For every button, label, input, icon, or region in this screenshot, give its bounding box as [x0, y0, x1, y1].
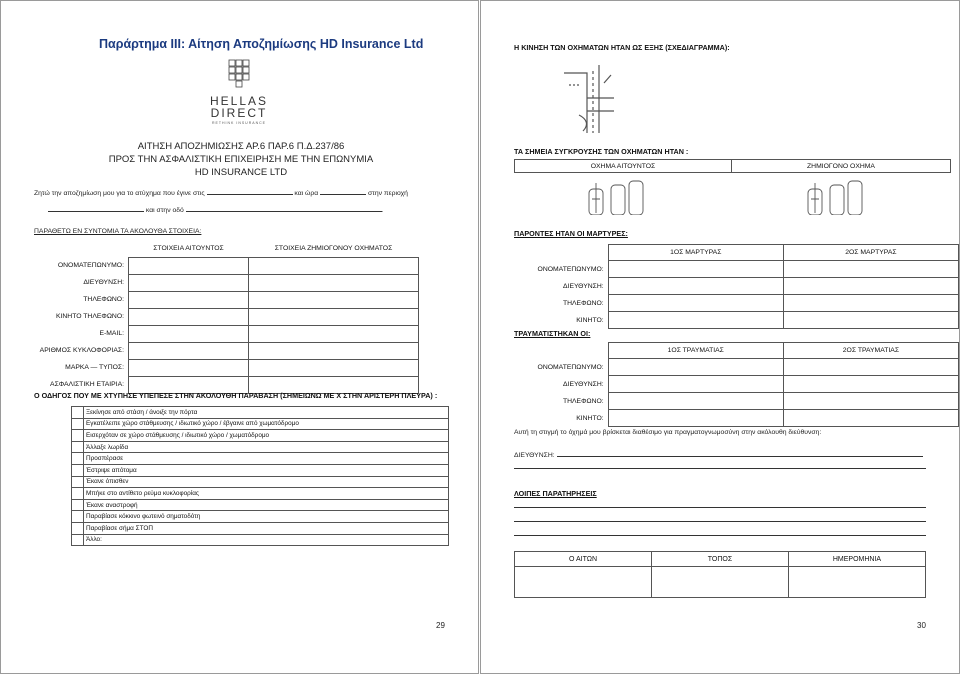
violation-checkbox[interactable]: [72, 430, 84, 442]
request-text-2: και ώρα: [294, 190, 319, 197]
car-outline-icon: [806, 179, 866, 215]
vehicle-header-table: [514, 159, 951, 173]
witness-cell[interactable]: [783, 295, 958, 312]
violation-row: [72, 511, 449, 523]
driver-violation-title: Ο ΟΔΗΓΟΣ ΠΟΥ ΜΕ ΧΤΥΠΗΣΕ ΥΠΕΠΕΣΕ ΣΤΗΝ ΑΚΟΛΟΥΘΗ ΠΑΡΑΒΑΣΗ (ΣΗΜΕΙΩΝΩ ΜΕ Χ ΣΤΗΝ ΑΡΙΣΤΕΡΗ ΠΛΕΥΡΑ) :: [34, 391, 438, 400]
remarks-line[interactable]: [514, 535, 926, 536]
injured-cell[interactable]: [608, 376, 783, 393]
injured-cell[interactable]: [783, 359, 958, 376]
row-label: ΤΗΛΕΦΩΝΟ:: [562, 299, 604, 307]
violation-checkbox[interactable]: [72, 511, 84, 523]
table-row: [34, 325, 419, 342]
violation-label: Παραβίασε κόκκινο φωτεινό σηματοδότη: [84, 511, 449, 523]
address-field[interactable]: [557, 448, 923, 457]
signature-date-label: ΗΜΕΡΟΜΗΝΙΑ: [789, 552, 926, 567]
injured-2-header: 2ΟΣ ΤΡΑΥΜΑΤΙΑΣ: [783, 343, 958, 359]
violation-checkbox[interactable]: [72, 476, 84, 488]
header-line-2: ΠΡΟΣ ΤΗΝ ΑΣΦΑΛΙΣΤΙΚΗ ΕΠΙΧΕΙΡΗΣΗ ΜΕ ΤΗΝ ΕΠΩΝΥΜΙΑ: [108, 154, 374, 165]
request-line-1: [34, 186, 408, 197]
table-row: [514, 359, 959, 376]
injured-cell[interactable]: [608, 359, 783, 376]
table-row: [34, 291, 419, 308]
section-title: ΠΑΡΑΘΕΤΩ ΕΝ ΣΥΝΤΟΜΙΑ ΤΑ ΑΚΟΛΟΥΘΑ ΣΤΟΙΧΕΙΑ:: [34, 228, 202, 235]
offender-cell[interactable]: [249, 274, 419, 291]
applicant-cell[interactable]: [129, 359, 249, 376]
table-row: [514, 393, 959, 410]
page-number: 30: [917, 621, 926, 630]
applicant-cell[interactable]: [129, 325, 249, 342]
page-number: 29: [436, 621, 445, 630]
offender-cell[interactable]: [249, 291, 419, 308]
witness-cell[interactable]: [783, 278, 958, 295]
signature-applicant-cell[interactable]: [515, 567, 652, 598]
table-row: [34, 274, 419, 291]
applicant-cell[interactable]: [129, 291, 249, 308]
signature-date-cell[interactable]: [789, 567, 926, 598]
row-label: ΔΙΕΥΘΥΝΣΗ:: [563, 282, 604, 290]
injured-cell[interactable]: [608, 410, 783, 427]
witness-2-header: 2ΟΣ ΜΑΡΤΥΡΑΣ: [783, 245, 958, 261]
injured-1-header: 1ΟΣ ΤΡΑΥΜΑΤΙΑΣ: [608, 343, 783, 359]
header-line-1: ΑΙΤΗΣΗ ΑΠΟΖΗΜΙΩΣΗΣ ΑΡ.6 ΠΑΡ.6 Π.Δ.237/86: [137, 141, 345, 152]
row-label: ΤΗΛΕΦΩΝΟ:: [562, 397, 604, 405]
movement-title: Η ΚΙΝΗΣΗ ΤΩΝ ΟΧΗΜΑΤΩΝ ΗΤΑΝ ΩΣ ΕΞΗΣ (ΣΧΕΔΙΑΓΡΑΜΜΑ):: [514, 43, 730, 52]
violation-checkbox[interactable]: [72, 534, 84, 546]
signature-place-label: ΤΟΠΟΣ: [652, 552, 789, 567]
signature-applicant-label: Ο ΑΙΤΩΝ: [515, 552, 652, 567]
row-label: ΔΙΕΥΘΥΝΣΗ:: [83, 279, 124, 286]
injured-cell[interactable]: [783, 410, 958, 427]
applicant-cell[interactable]: [129, 342, 249, 359]
table-row: [34, 308, 419, 325]
vehicle-location-text: Αυτή τη στιγμή το όχημά μου βρίσκεται διαθέσιμο για πραγματογνωμοσύνη στην ακόλουθη διεύθυνση:: [514, 429, 822, 436]
remarks-line[interactable]: [514, 507, 926, 508]
row-label: ΑΣΦΑΛΙΣΤΙΚΗ ΕΤΑΙΡΙΑ:: [50, 381, 124, 388]
violation-checkbox[interactable]: [72, 441, 84, 453]
violation-label: Παραβίασε σήμα ΣΤΟΠ: [84, 522, 449, 534]
violation-table: [71, 406, 449, 546]
request-header: [61, 140, 421, 179]
witness-1-header: 1ΟΣ ΜΑΡΤΥΡΑΣ: [608, 245, 783, 261]
table-row: [34, 342, 419, 359]
row-label: ΟΝΟΜΑΤΕΠΩΝΥΜΟ:: [537, 265, 604, 273]
table-row: [514, 261, 959, 278]
left-page: [0, 0, 479, 674]
signature-table: [514, 551, 926, 598]
table-row: [514, 295, 959, 312]
witness-cell[interactable]: [608, 278, 783, 295]
request-text-3: στην περιοχή: [367, 190, 408, 197]
injured-table: [514, 342, 959, 427]
table-row: [514, 410, 959, 427]
injured-cell[interactable]: [783, 376, 958, 393]
offender-cell[interactable]: [249, 342, 419, 359]
violation-checkbox[interactable]: [72, 464, 84, 476]
witness-cell[interactable]: [608, 261, 783, 278]
violation-label: Άλλο:: [84, 534, 449, 546]
row-label: ΚΙΝΗΤΟ ΤΗΛΕΦΩΝΟ:: [55, 313, 124, 320]
logo-name: HELLAS: [209, 94, 269, 108]
violation-row: [72, 488, 449, 500]
violation-label: Έστριψε απότομα: [84, 464, 449, 476]
request-text-1: Ζητώ την αποζημίωση μου για το ατύχημα που έγινε στις: [34, 190, 205, 197]
violation-row: [72, 476, 449, 488]
violation-row: [72, 453, 449, 465]
violation-row: [72, 499, 449, 511]
date-field[interactable]: [207, 186, 293, 195]
area-field[interactable]: [48, 203, 144, 212]
offender-cell[interactable]: [249, 359, 419, 376]
address-line: [514, 448, 923, 459]
violation-label: Έκανε όπισθεν: [84, 476, 449, 488]
table-row: [34, 257, 419, 274]
offender-cell[interactable]: [249, 308, 419, 325]
applicant-cell[interactable]: [129, 257, 249, 274]
remarks-line[interactable]: [514, 521, 926, 522]
car-outline-icon: [587, 179, 647, 215]
header-line-3: HD INSURANCE LTD: [194, 167, 288, 178]
violation-label: Προσπέρασε: [84, 453, 449, 465]
offender-vehicle-header: ΖΗΜΙΟΓΟΝΟ ΟΧΗΜΑ: [732, 160, 951, 173]
row-label: ΑΡΙΘΜΟΣ ΚΥΚΛΟΦΟΡΙΑΣ:: [39, 347, 124, 354]
table-row: [514, 312, 959, 329]
violation-label: Έκανε αναστροφή: [84, 499, 449, 511]
violation-label: Εισερχόταν σε χώρο στάθμευσης / ιδιωτικό χώρο / χωματόδρομο: [84, 430, 449, 442]
violation-row: [72, 418, 449, 430]
row-label: ΤΗΛΕΦΩΝΟ:: [83, 296, 124, 303]
col-offender-header: ΣΤΟΙΧΕΙΑ ΖΗΜΙΟΓΟΝΟΥ ΟΧΗΜΑΤΟΣ: [274, 245, 393, 253]
violation-row: [72, 522, 449, 534]
row-label: ΟΝΟΜΑΤΕΠΩΝΥΜΟ:: [537, 363, 604, 371]
witness-cell[interactable]: [608, 312, 783, 329]
violation-label: Ξεκίνησε από στάση / άνοιξε την πόρτα: [84, 407, 449, 419]
table-row: [34, 359, 419, 376]
row-label: ΟΝΟΜΑΤΕΠΩΝΥΜΟ:: [57, 262, 124, 269]
violation-checkbox[interactable]: [72, 499, 84, 511]
col-applicant-header: ΣΤΟΙΧΕΙΑ ΑΙΤΟΥΝΤΟΣ: [153, 245, 224, 253]
violation-label: Άλλαξε λωρίδα: [84, 441, 449, 453]
road-diagram-icon: [559, 63, 619, 138]
witnesses-title: ΠΑΡΟΝΤΕΣ ΗΤΑΝ ΟΙ ΜΑΡΤΥΡΕΣ:: [514, 229, 628, 238]
violation-row: [72, 464, 449, 476]
info-table: [34, 241, 419, 394]
violation-row: [72, 430, 449, 442]
street-field[interactable]: [186, 203, 382, 212]
request-end: .: [381, 207, 384, 214]
page-title: Παράρτημα ΙΙΙ: Αίτηση Αποζημίωσης HD Insurance Ltd: [99, 37, 424, 51]
violation-row: [72, 441, 449, 453]
violation-checkbox[interactable]: [72, 488, 84, 500]
witness-cell[interactable]: [783, 261, 958, 278]
remarks-title: ΛΟΙΠΕΣ ΠΑΡΑΤΗΡΗΣΕΙΣ: [514, 489, 597, 498]
logo-name-2: DIRECT: [210, 106, 268, 120]
injured-cell[interactable]: [608, 393, 783, 410]
applicant-cell[interactable]: [129, 308, 249, 325]
violation-label: Εγκατέλειπε χώρο στάθμευσης / ιδιωτικό χώρο / έβγαινε από χωματόδρομο: [84, 418, 449, 430]
offender-cell[interactable]: [249, 325, 419, 342]
hellas-direct-logo: [206, 58, 272, 125]
table-row: [514, 376, 959, 393]
violation-label: Μπήκε στο αντίθετο ρεύμα κυκλοφορίας: [84, 488, 449, 500]
request-text-4: και στην οδό: [145, 207, 184, 214]
grid-logo-icon: [206, 58, 272, 90]
collision-title: ΤΑ ΣΗΜΕΙΑ ΣΥΓΚΡΟΥΣΗΣ ΤΩΝ ΟΧΗΜΑΤΩΝ ΗΤΑΝ :: [514, 147, 689, 156]
row-label: E-MAIL:: [99, 330, 124, 337]
time-field[interactable]: [320, 186, 366, 195]
address-field-2[interactable]: [514, 468, 926, 469]
offender-cell[interactable]: [249, 257, 419, 274]
table-row: [514, 278, 959, 295]
right-page: [480, 0, 960, 674]
address-label: ΔΙΕΥΘΥΝΣΗ:: [514, 452, 555, 459]
violation-checkbox[interactable]: [72, 453, 84, 465]
witness-cell[interactable]: [783, 312, 958, 329]
violation-checkbox[interactable]: [72, 418, 84, 430]
witness-cell[interactable]: [608, 295, 783, 312]
row-label: ΜΑΡΚΑ — ΤΥΠΟΣ:: [65, 364, 124, 371]
violation-checkbox[interactable]: [72, 522, 84, 534]
witnesses-table: [514, 244, 959, 329]
injured-title: ΤΡΑΥΜΑΤΙΣΤΗΚΑΝ ΟΙ:: [514, 329, 591, 338]
violation-row: [72, 407, 449, 419]
applicant-cell[interactable]: [129, 274, 249, 291]
row-label: ΚΙΝΗΤΟ:: [576, 414, 604, 422]
injured-cell[interactable]: [783, 393, 958, 410]
violation-row: [72, 534, 449, 546]
row-label: ΚΙΝΗΤΟ:: [576, 316, 604, 324]
signature-place-cell[interactable]: [652, 567, 789, 598]
violation-checkbox[interactable]: [72, 407, 84, 419]
logo-tagline: RETHINK INSURANCE: [212, 121, 266, 125]
row-label: ΔΙΕΥΘΥΝΣΗ:: [563, 380, 604, 388]
request-line-2: [48, 203, 384, 214]
applicant-vehicle-header: ΟΧΗΜΑ ΑΙΤΟΥΝΤΟΣ: [515, 160, 732, 173]
